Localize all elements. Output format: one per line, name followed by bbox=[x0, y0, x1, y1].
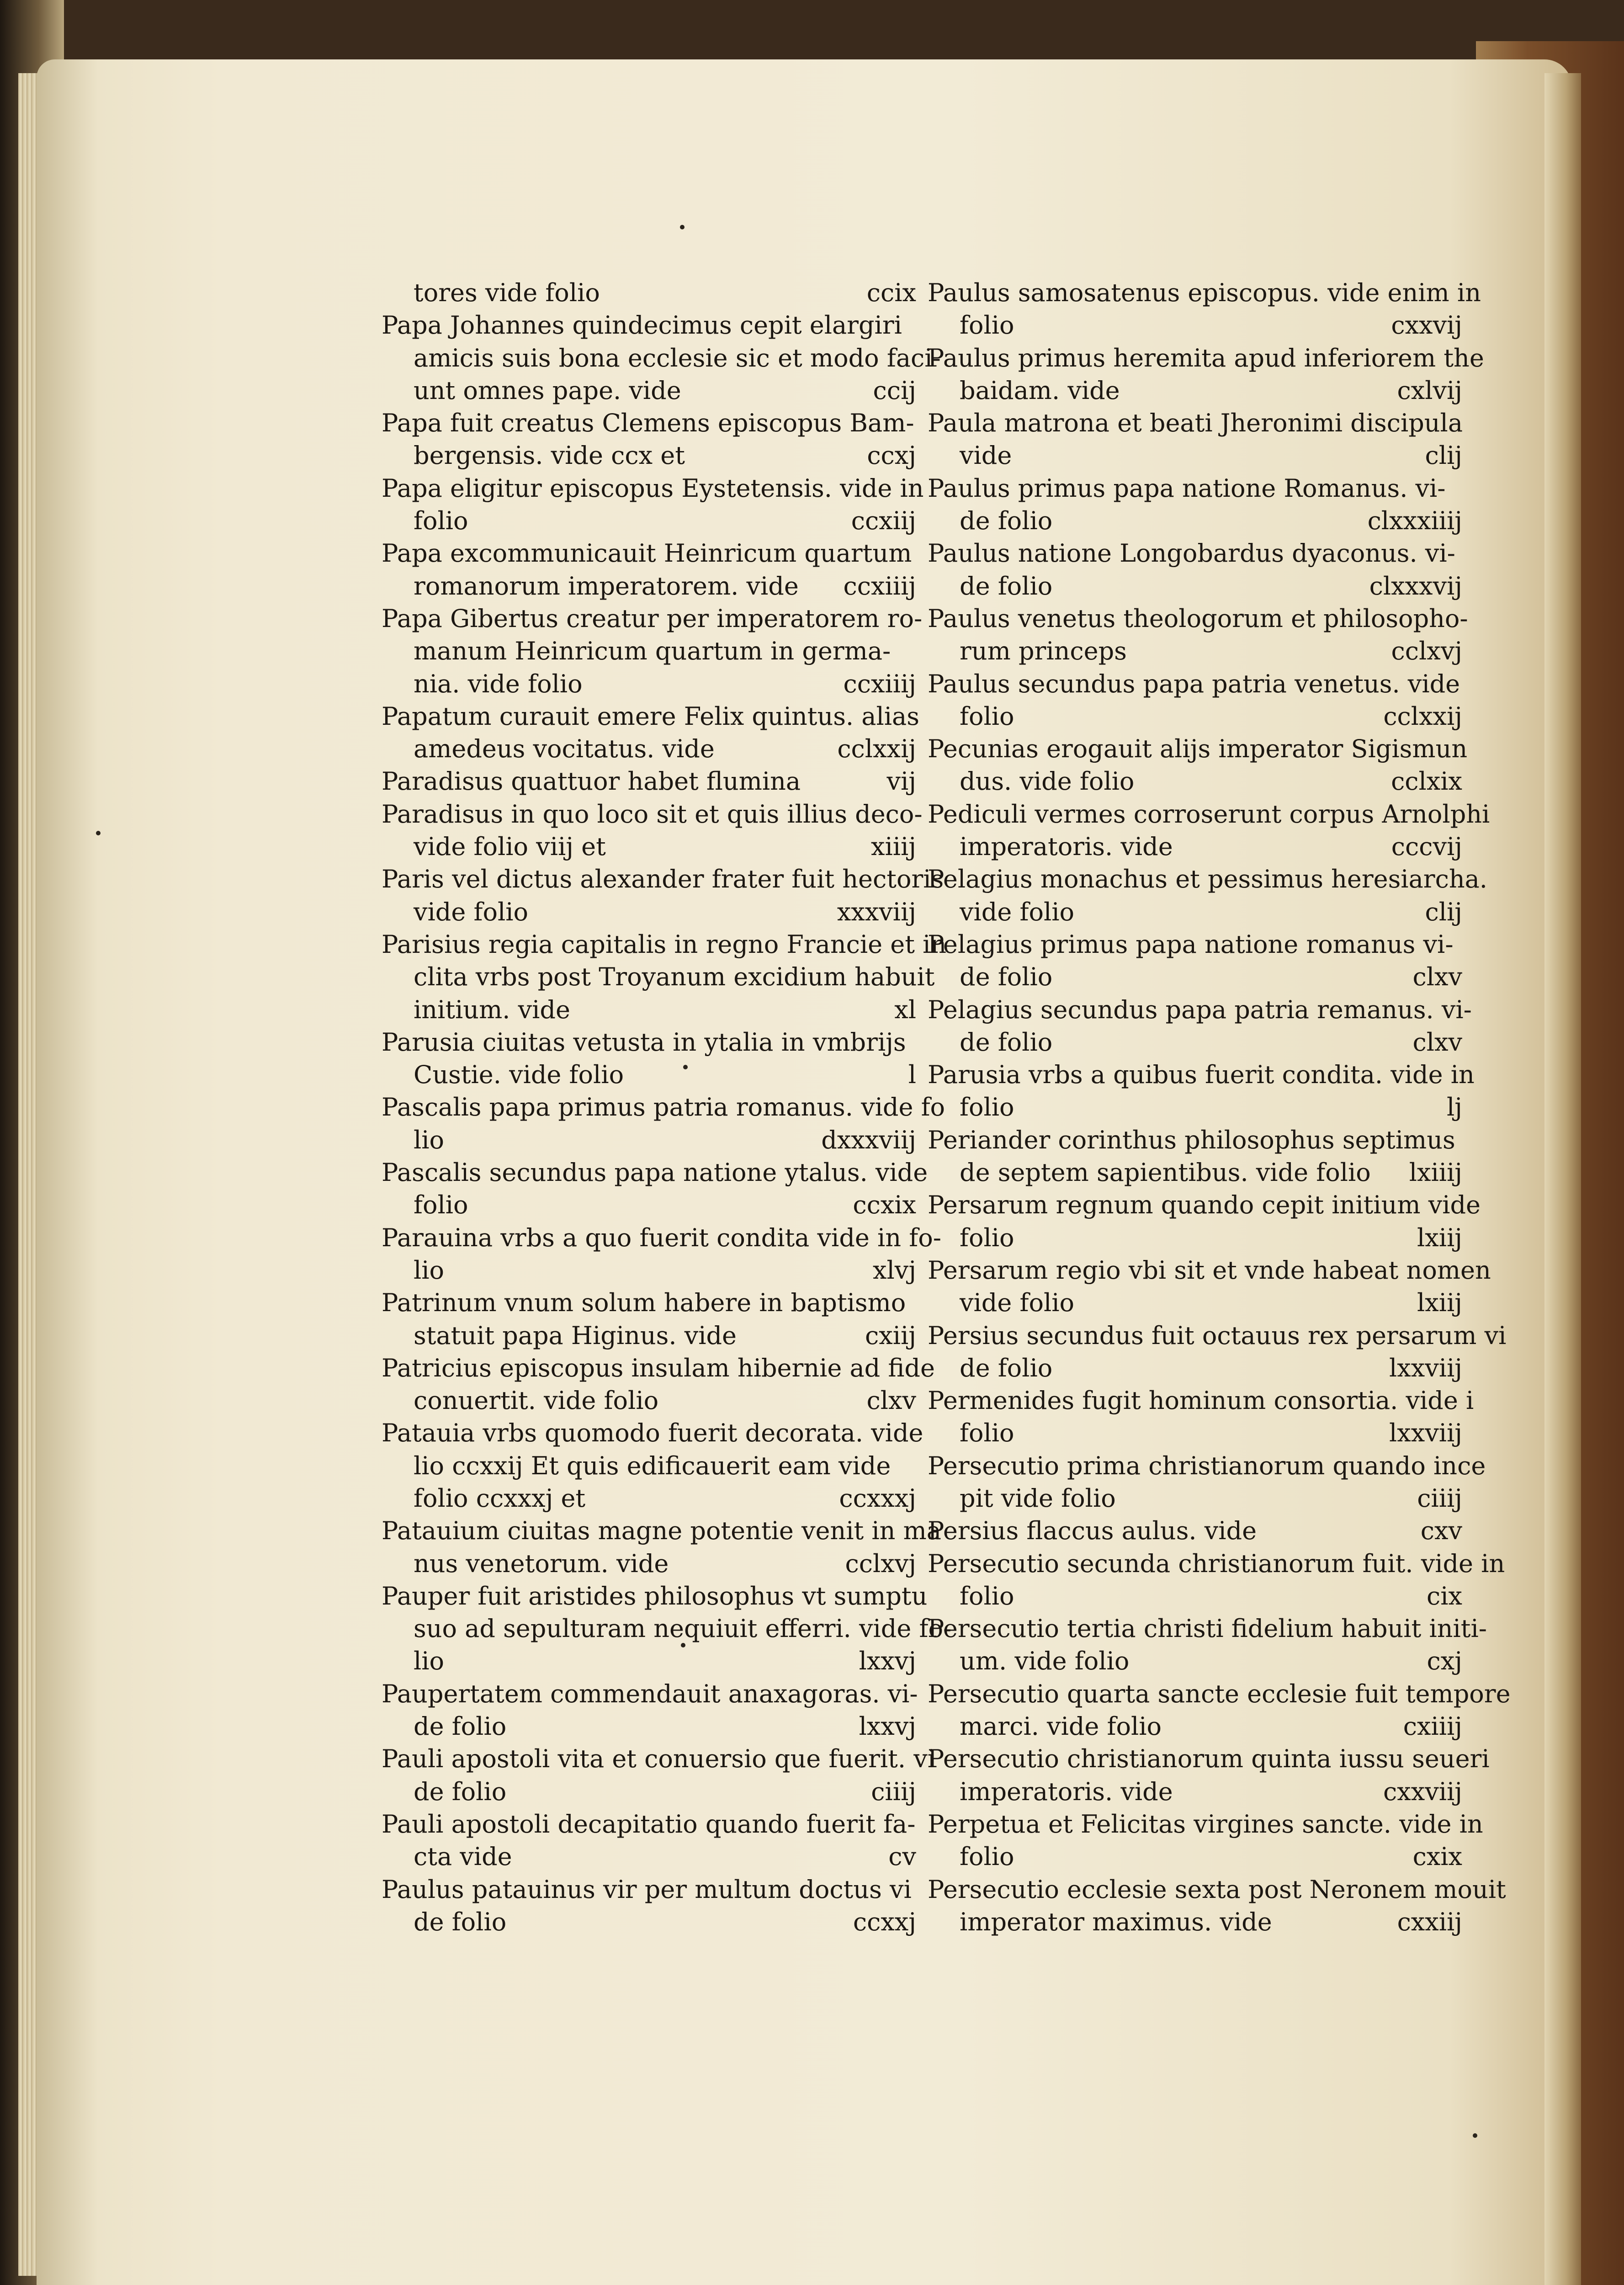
index-entry-line bbox=[382, 994, 916, 1026]
entry-text: Permenides fugit hominum consortia. vide i bbox=[928, 1386, 1474, 1415]
entry-text: Papa Johannes quindecimus cepit elargiri bbox=[382, 311, 902, 340]
index-entry-line bbox=[382, 668, 916, 700]
index-entry-line bbox=[928, 1775, 1462, 1808]
entry-text: folio bbox=[414, 506, 468, 536]
entry-text: Patrinum vnum solum habere in baptismo bbox=[382, 1288, 906, 1318]
index-entry-line bbox=[928, 276, 1481, 309]
entry-text: Papa fuit creatus Clemens episcopus Bam- bbox=[382, 409, 914, 438]
index-entry-line bbox=[382, 1580, 928, 1612]
index-entry-line bbox=[928, 798, 1490, 830]
index-entry-line bbox=[382, 1678, 916, 1710]
entry-text: conuertit. vide folio bbox=[414, 1386, 659, 1415]
entry-text: Papa Gibertus creatur per imperatorem ro- bbox=[382, 604, 923, 633]
index-entry-line bbox=[382, 798, 923, 830]
entry-text: de folio bbox=[960, 962, 1053, 992]
folio-reference: ccix bbox=[866, 278, 916, 307]
index-entry-line bbox=[928, 1222, 1462, 1254]
folio-reference: ccxxxj bbox=[839, 1483, 916, 1513]
entry-text: amedeus vocitatus. vide bbox=[414, 734, 715, 764]
entry-text: Persecutio prima christianorum quando ince bbox=[928, 1451, 1486, 1480]
folio-reference: cclxvj bbox=[845, 1549, 916, 1578]
folio-reference: cccvij bbox=[1391, 832, 1462, 861]
entry-text: lio bbox=[414, 1255, 445, 1285]
folio-reference: lxxvj bbox=[859, 1647, 916, 1676]
entry-text: Persarum regio vbi sit et vnde habeat nomen bbox=[928, 1255, 1491, 1285]
folio-reference: l bbox=[908, 1060, 916, 1089]
index-entry-line bbox=[382, 1775, 916, 1808]
entry-text: Pauli apostoli decapitatio quando fuerit fa- bbox=[382, 1809, 916, 1839]
folio-reference: cclxxij bbox=[837, 734, 916, 764]
index-entry-line bbox=[382, 407, 916, 439]
ink-dot bbox=[1473, 2133, 1477, 2138]
index-entry-line bbox=[382, 1450, 916, 1482]
index-entry-line bbox=[382, 342, 941, 374]
entry-text: dus. vide folio bbox=[960, 767, 1135, 796]
entry-text: Pediculi vermes corroserunt corpus Arnolphi bbox=[928, 799, 1490, 829]
index-entry-line bbox=[928, 342, 1484, 374]
entry-text: Pelagius monachus et pessimus heresiarcha. bbox=[928, 865, 1487, 894]
entry-text: Paulus natione Longobardus dyaconus. vi- bbox=[928, 539, 1455, 568]
entry-text: Paulus primus heremita apud inferiorem the bbox=[928, 343, 1484, 372]
folio-reference: ccxj bbox=[867, 441, 916, 470]
entry-text: nia. vide folio bbox=[414, 669, 583, 698]
folio-reference: lj bbox=[1446, 1093, 1462, 1122]
index-entry-line bbox=[928, 1840, 1462, 1873]
entry-text: imperatoris. vide bbox=[960, 1777, 1173, 1806]
index-entry-line bbox=[382, 1808, 916, 1840]
index-entry-line bbox=[928, 1678, 1511, 1710]
folio-reference: lxxviij bbox=[1389, 1353, 1462, 1382]
index-entry-line bbox=[382, 1645, 916, 1677]
entry-text: unt omnes pape. vide bbox=[414, 376, 681, 405]
folio-reference: cxv bbox=[1420, 1516, 1462, 1546]
entry-text: de septem sapientibus. vide folio bbox=[960, 1158, 1371, 1187]
entry-text: Paulus secundus papa patria venetus. vide bbox=[928, 669, 1460, 698]
index-entry-line bbox=[382, 961, 935, 993]
folio-reference: cxix bbox=[1412, 1842, 1462, 1871]
entry-text: Paula matrona et beati Jheronimi discipula bbox=[928, 409, 1463, 438]
index-entry-line bbox=[382, 700, 919, 733]
index-entry-line bbox=[928, 1450, 1486, 1482]
entry-text: pit vide folio bbox=[960, 1483, 1116, 1513]
entry-text: vide folio viij et bbox=[414, 832, 606, 861]
page-curl bbox=[1544, 73, 1581, 2285]
folio-reference: clxv bbox=[866, 1386, 916, 1415]
entry-text: tores vide folio bbox=[414, 278, 600, 307]
entry-text: imperatoris. vide bbox=[960, 832, 1173, 861]
entry-text: Patauia vrbs quomodo fuerit decorata. vide bbox=[382, 1419, 923, 1448]
index-entry-line bbox=[928, 1612, 1487, 1645]
entry-text: Pelagius primus papa natione romanus vi- bbox=[928, 930, 1454, 959]
index-entry-line bbox=[382, 1189, 916, 1221]
index-entry-line bbox=[928, 602, 1468, 635]
folio-reference: ccxxj bbox=[853, 1907, 916, 1936]
entry-text: Pauli apostoli vita et conuersio que fuerit. vi bbox=[382, 1744, 935, 1774]
index-entry-line bbox=[382, 733, 916, 765]
index-entry-line bbox=[382, 374, 916, 407]
folio-reference: ccij bbox=[873, 376, 916, 405]
entry-text: romanorum imperatorem. vide bbox=[414, 571, 799, 600]
entry-text: de folio bbox=[960, 1027, 1053, 1057]
entry-text: imperator maximus. vide bbox=[960, 1907, 1272, 1936]
index-entry-line bbox=[382, 896, 916, 928]
index-entry-line bbox=[928, 1091, 1462, 1123]
index-entry-line bbox=[382, 505, 916, 537]
index-entry-line bbox=[928, 505, 1462, 537]
index-entry-line bbox=[382, 309, 916, 341]
entry-text: de folio bbox=[960, 571, 1053, 600]
folio-reference: clij bbox=[1425, 441, 1462, 470]
index-entry-line bbox=[928, 1319, 1507, 1352]
index-entry-line bbox=[382, 1319, 916, 1352]
folio-reference: clij bbox=[1425, 897, 1462, 926]
entry-text: folio bbox=[414, 1190, 468, 1220]
index-entry-line bbox=[928, 896, 1462, 928]
entry-text: Perpetua et Felicitas virgines sancte. vide in bbox=[928, 1809, 1483, 1839]
entry-text: lio bbox=[414, 1125, 445, 1154]
entry-text: folio bbox=[960, 1842, 1014, 1871]
entry-text: manum Heinricum quartum in germa- bbox=[414, 637, 891, 666]
index-entry-line bbox=[382, 830, 916, 863]
index-entry-line bbox=[382, 765, 916, 797]
folio-reference: xiiij bbox=[870, 832, 916, 861]
index-entry-line bbox=[382, 1482, 916, 1514]
index-entry-line bbox=[928, 1058, 1475, 1091]
entry-text: cta vide bbox=[414, 1842, 512, 1871]
entry-text: de folio bbox=[960, 1353, 1053, 1382]
entry-text: Paupertatem commendauit anaxagoras. vi- bbox=[382, 1679, 918, 1708]
entry-text: Paris vel dictus alexander frater fuit hectoris bbox=[382, 865, 944, 894]
entry-text: Parisius regia capitalis in regno Francie et in bbox=[382, 930, 947, 959]
index-entry-line bbox=[928, 1189, 1481, 1221]
entry-text: baidam. vide bbox=[960, 376, 1120, 405]
entry-text: folio bbox=[960, 701, 1014, 731]
entry-text: initium. vide bbox=[414, 995, 570, 1024]
entry-text: Periander corinthus philosophus septimus bbox=[928, 1125, 1455, 1154]
index-entry-line bbox=[382, 1026, 916, 1058]
entry-text: statuit papa Higinus. vide bbox=[414, 1321, 737, 1350]
index-entry-line bbox=[928, 1547, 1505, 1580]
index-entry-line bbox=[928, 994, 1472, 1026]
index-entry-line bbox=[928, 635, 1462, 667]
folio-reference: clxxxiiij bbox=[1367, 506, 1462, 536]
index-entry-line bbox=[928, 1873, 1506, 1906]
entry-text: folio bbox=[960, 1093, 1014, 1122]
index-entry-line bbox=[928, 1156, 1462, 1189]
entry-text: marci. vide folio bbox=[960, 1712, 1162, 1741]
entry-text: Persecutio secunda christianorum fuit. vide in bbox=[928, 1549, 1505, 1578]
index-entry-line bbox=[382, 1384, 916, 1417]
index-entry-line bbox=[928, 700, 1462, 733]
entry-text: de folio bbox=[414, 1777, 507, 1806]
folio-reference: clxxxvij bbox=[1369, 571, 1462, 600]
index-entry-line bbox=[928, 765, 1462, 797]
folio-reference: ccxiiij bbox=[843, 669, 916, 698]
index-entry-line bbox=[928, 863, 1487, 895]
folio-reference: cxlvij bbox=[1397, 376, 1462, 405]
entry-text: Parusia vrbs a quibus fuerit condita. vide in bbox=[928, 1060, 1475, 1089]
entry-text: vide folio bbox=[960, 897, 1075, 926]
entry-text: Persius flaccus aulus. vide bbox=[928, 1516, 1257, 1546]
index-entry-line bbox=[928, 1710, 1462, 1743]
entry-text: Persarum regnum quando cepit initium vide bbox=[928, 1190, 1481, 1220]
index-entry-line bbox=[382, 1124, 916, 1156]
index-entry-line bbox=[382, 1710, 916, 1743]
index-entry-line bbox=[382, 1222, 941, 1254]
index-entry-line bbox=[382, 1873, 916, 1906]
index-entry-line bbox=[928, 1352, 1462, 1384]
entry-text: Parusia ciuitas vetusta in ytalia in vmbrijs bbox=[382, 1027, 906, 1057]
folio-reference: cxiij bbox=[865, 1321, 916, 1350]
index-entry-line bbox=[382, 1840, 916, 1873]
folio-reference: cv bbox=[888, 1842, 916, 1871]
index-entry-line bbox=[382, 1352, 935, 1384]
entry-text: bergensis. vide ccx et bbox=[414, 441, 685, 470]
index-entry-line bbox=[928, 1580, 1462, 1612]
index-entry-line bbox=[928, 1417, 1462, 1449]
index-column-right bbox=[928, 276, 1511, 1938]
folio-reference: cxxvij bbox=[1391, 311, 1462, 340]
entry-text: folio bbox=[960, 311, 1014, 340]
entry-text: Custie. vide folio bbox=[414, 1060, 624, 1089]
folio-reference: lxiij bbox=[1417, 1288, 1462, 1318]
entry-text: lio bbox=[414, 1647, 445, 1676]
entry-text: Papatum curauit emere Felix quintus. alias bbox=[382, 701, 919, 731]
index-entry-line bbox=[382, 1254, 916, 1286]
index-entry-line bbox=[928, 1026, 1462, 1058]
entry-text: lio ccxxij Et quis edificauerit eam vide bbox=[414, 1451, 891, 1480]
folio-reference: xxxviij bbox=[837, 897, 916, 926]
folio-reference: ciiij bbox=[1417, 1483, 1462, 1513]
folio-reference: lxxvj bbox=[859, 1712, 916, 1741]
index-entry-line bbox=[382, 1417, 923, 1449]
folio-reference: xl bbox=[894, 995, 916, 1024]
entry-text: nus venetorum. vide bbox=[414, 1549, 669, 1578]
entry-text: vide folio bbox=[960, 1288, 1075, 1318]
entry-text: Paradisus in quo loco sit et quis illius deco- bbox=[382, 799, 923, 829]
entry-text: Pelagius secundus papa patria remanus. vi- bbox=[928, 995, 1472, 1024]
index-entry-line bbox=[928, 1286, 1462, 1319]
entry-text: Paulus samosatenus episcopus. vide enim in bbox=[928, 278, 1481, 307]
index-entry-line bbox=[382, 537, 916, 569]
entry-text: de folio bbox=[414, 1712, 507, 1741]
folio-reference: ccxiij bbox=[851, 506, 916, 536]
index-entry-line bbox=[928, 374, 1462, 407]
folio-reference: vij bbox=[886, 767, 916, 796]
index-entry-line bbox=[382, 1743, 935, 1775]
index-entry-line bbox=[928, 472, 1462, 505]
folio-reference: cclxxij bbox=[1383, 701, 1462, 731]
folio-reference: ccxiiij bbox=[843, 571, 916, 600]
index-entry-line bbox=[382, 570, 916, 602]
entry-text: de folio bbox=[414, 1907, 507, 1936]
folio-reference: cix bbox=[1427, 1581, 1462, 1610]
index-entry-line bbox=[928, 439, 1462, 472]
index-entry-line bbox=[382, 1156, 928, 1189]
entry-text: vide folio bbox=[414, 897, 529, 926]
folio-reference: cclxvj bbox=[1391, 637, 1462, 666]
index-entry-line bbox=[382, 472, 924, 505]
entry-text: um. vide folio bbox=[960, 1647, 1130, 1676]
index-entry-line bbox=[928, 668, 1462, 700]
folio-reference: clxv bbox=[1412, 962, 1462, 992]
index-entry-line bbox=[928, 407, 1462, 439]
index-entry-line bbox=[928, 309, 1462, 341]
index-entry-line bbox=[928, 961, 1462, 993]
entry-text: clita vrbs post Troyanum excidium habuit bbox=[414, 962, 935, 992]
entry-text: Persius secundus fuit octauus rex persarum vi bbox=[928, 1321, 1507, 1350]
folio-reference: cxxiij bbox=[1397, 1907, 1462, 1936]
index-entry-line bbox=[928, 537, 1462, 569]
index-entry-line bbox=[928, 830, 1462, 863]
folio-reference: cclxix bbox=[1391, 767, 1462, 796]
index-entry-line bbox=[928, 1645, 1462, 1677]
entry-text: Pecunias erogauit alijs imperator Sigismun bbox=[928, 734, 1468, 764]
entry-text: vide bbox=[960, 441, 1012, 470]
entry-text: Pascalis papa primus patria romanus. vide fo bbox=[382, 1093, 945, 1122]
index-entry-line bbox=[382, 1091, 945, 1123]
folio-reference: xlvj bbox=[873, 1255, 916, 1285]
index-entry-line bbox=[382, 602, 923, 635]
folio-reference: cxiiij bbox=[1403, 1712, 1462, 1741]
index-entry-line bbox=[382, 276, 916, 309]
folio-reference: ciiij bbox=[871, 1777, 916, 1806]
index-entry-line bbox=[928, 1482, 1462, 1514]
folio-reference: clxv bbox=[1412, 1027, 1462, 1057]
entry-text: folio bbox=[960, 1581, 1014, 1610]
index-entry-line bbox=[928, 1808, 1483, 1840]
entry-text: Papa excommunicauit Heinricum quartum bbox=[382, 539, 912, 568]
entry-text: Paulus primus papa natione Romanus. vi- bbox=[928, 473, 1446, 503]
entry-text: folio ccxxxj et bbox=[414, 1483, 586, 1513]
entry-text: Paradisus quattuor habet flumina bbox=[382, 767, 801, 796]
folio-reference: ccxix bbox=[853, 1190, 916, 1220]
entry-text: Pauper fuit aristides philosophus vt sumptu bbox=[382, 1581, 928, 1610]
entry-text: amicis suis bona ecclesie sic et modo faci- bbox=[414, 343, 941, 372]
index-entry-line bbox=[382, 635, 916, 667]
index-entry-line bbox=[928, 1124, 1462, 1156]
index-entry-line bbox=[928, 1743, 1490, 1775]
index-entry-line bbox=[382, 439, 916, 472]
index-entry-line bbox=[382, 1612, 952, 1645]
entry-text: Persecutio tertia christi fidelium habuit initi- bbox=[928, 1614, 1487, 1643]
ink-dot bbox=[96, 831, 101, 835]
index-entry-line bbox=[928, 570, 1462, 602]
index-entry-line bbox=[928, 928, 1462, 961]
index-entry-line bbox=[928, 733, 1468, 765]
index-entry-line bbox=[382, 1058, 916, 1091]
folio-reference: lxxviij bbox=[1389, 1419, 1462, 1448]
folio-reference: dxxxviij bbox=[821, 1125, 916, 1154]
entry-text: rum princeps bbox=[960, 637, 1127, 666]
index-entry-line bbox=[382, 863, 944, 895]
index-entry-line bbox=[928, 1384, 1474, 1417]
index-entry-line bbox=[928, 1254, 1491, 1286]
entry-text: Papa eligitur episcopus Eystetensis. vide in bbox=[382, 473, 924, 503]
entry-text: folio bbox=[960, 1419, 1014, 1448]
folio-reference: lxiiij bbox=[1409, 1158, 1462, 1187]
index-entry-line bbox=[382, 1514, 941, 1547]
entry-text: Persecutio ecclesie sexta post Neronem mouit bbox=[928, 1875, 1506, 1904]
entry-text: Patauium ciuitas magne potentie venit in ma bbox=[382, 1516, 941, 1546]
index-entry-line bbox=[382, 1547, 916, 1580]
index-column-left bbox=[382, 276, 952, 1938]
entry-text: Pascalis secundus papa natione ytalus. vide bbox=[382, 1158, 928, 1187]
entry-text: Persecutio christianorum quinta iussu seueri bbox=[928, 1744, 1490, 1774]
folio-reference: cxj bbox=[1427, 1647, 1462, 1676]
entry-text: Paulus patauinus vir per multum doctus vi bbox=[382, 1875, 912, 1904]
index-entry-line bbox=[382, 928, 947, 961]
ink-dot bbox=[680, 225, 685, 229]
folio-reference: cxxviij bbox=[1383, 1777, 1462, 1806]
entry-text: de folio bbox=[960, 506, 1053, 536]
entry-text: Parauina vrbs a quo fuerit condita vide in fo- bbox=[382, 1223, 941, 1252]
index-entry-line bbox=[382, 1906, 916, 1938]
entry-text: Paulus venetus theologorum et philosopho- bbox=[928, 604, 1468, 633]
entry-text: suo ad sepulturam nequiuit efferri. vide fo- bbox=[414, 1614, 952, 1643]
entry-text: Patricius episcopus insulam hibernie ad fide bbox=[382, 1353, 935, 1382]
index-entry-line bbox=[928, 1906, 1462, 1938]
folio-reference: lxiij bbox=[1417, 1223, 1462, 1252]
entry-text: Persecutio quarta sancte ecclesie fuit tempore bbox=[928, 1679, 1511, 1708]
index-entry-line bbox=[382, 1286, 916, 1319]
entry-text: folio bbox=[960, 1223, 1014, 1252]
index-entry-line bbox=[928, 1514, 1462, 1547]
